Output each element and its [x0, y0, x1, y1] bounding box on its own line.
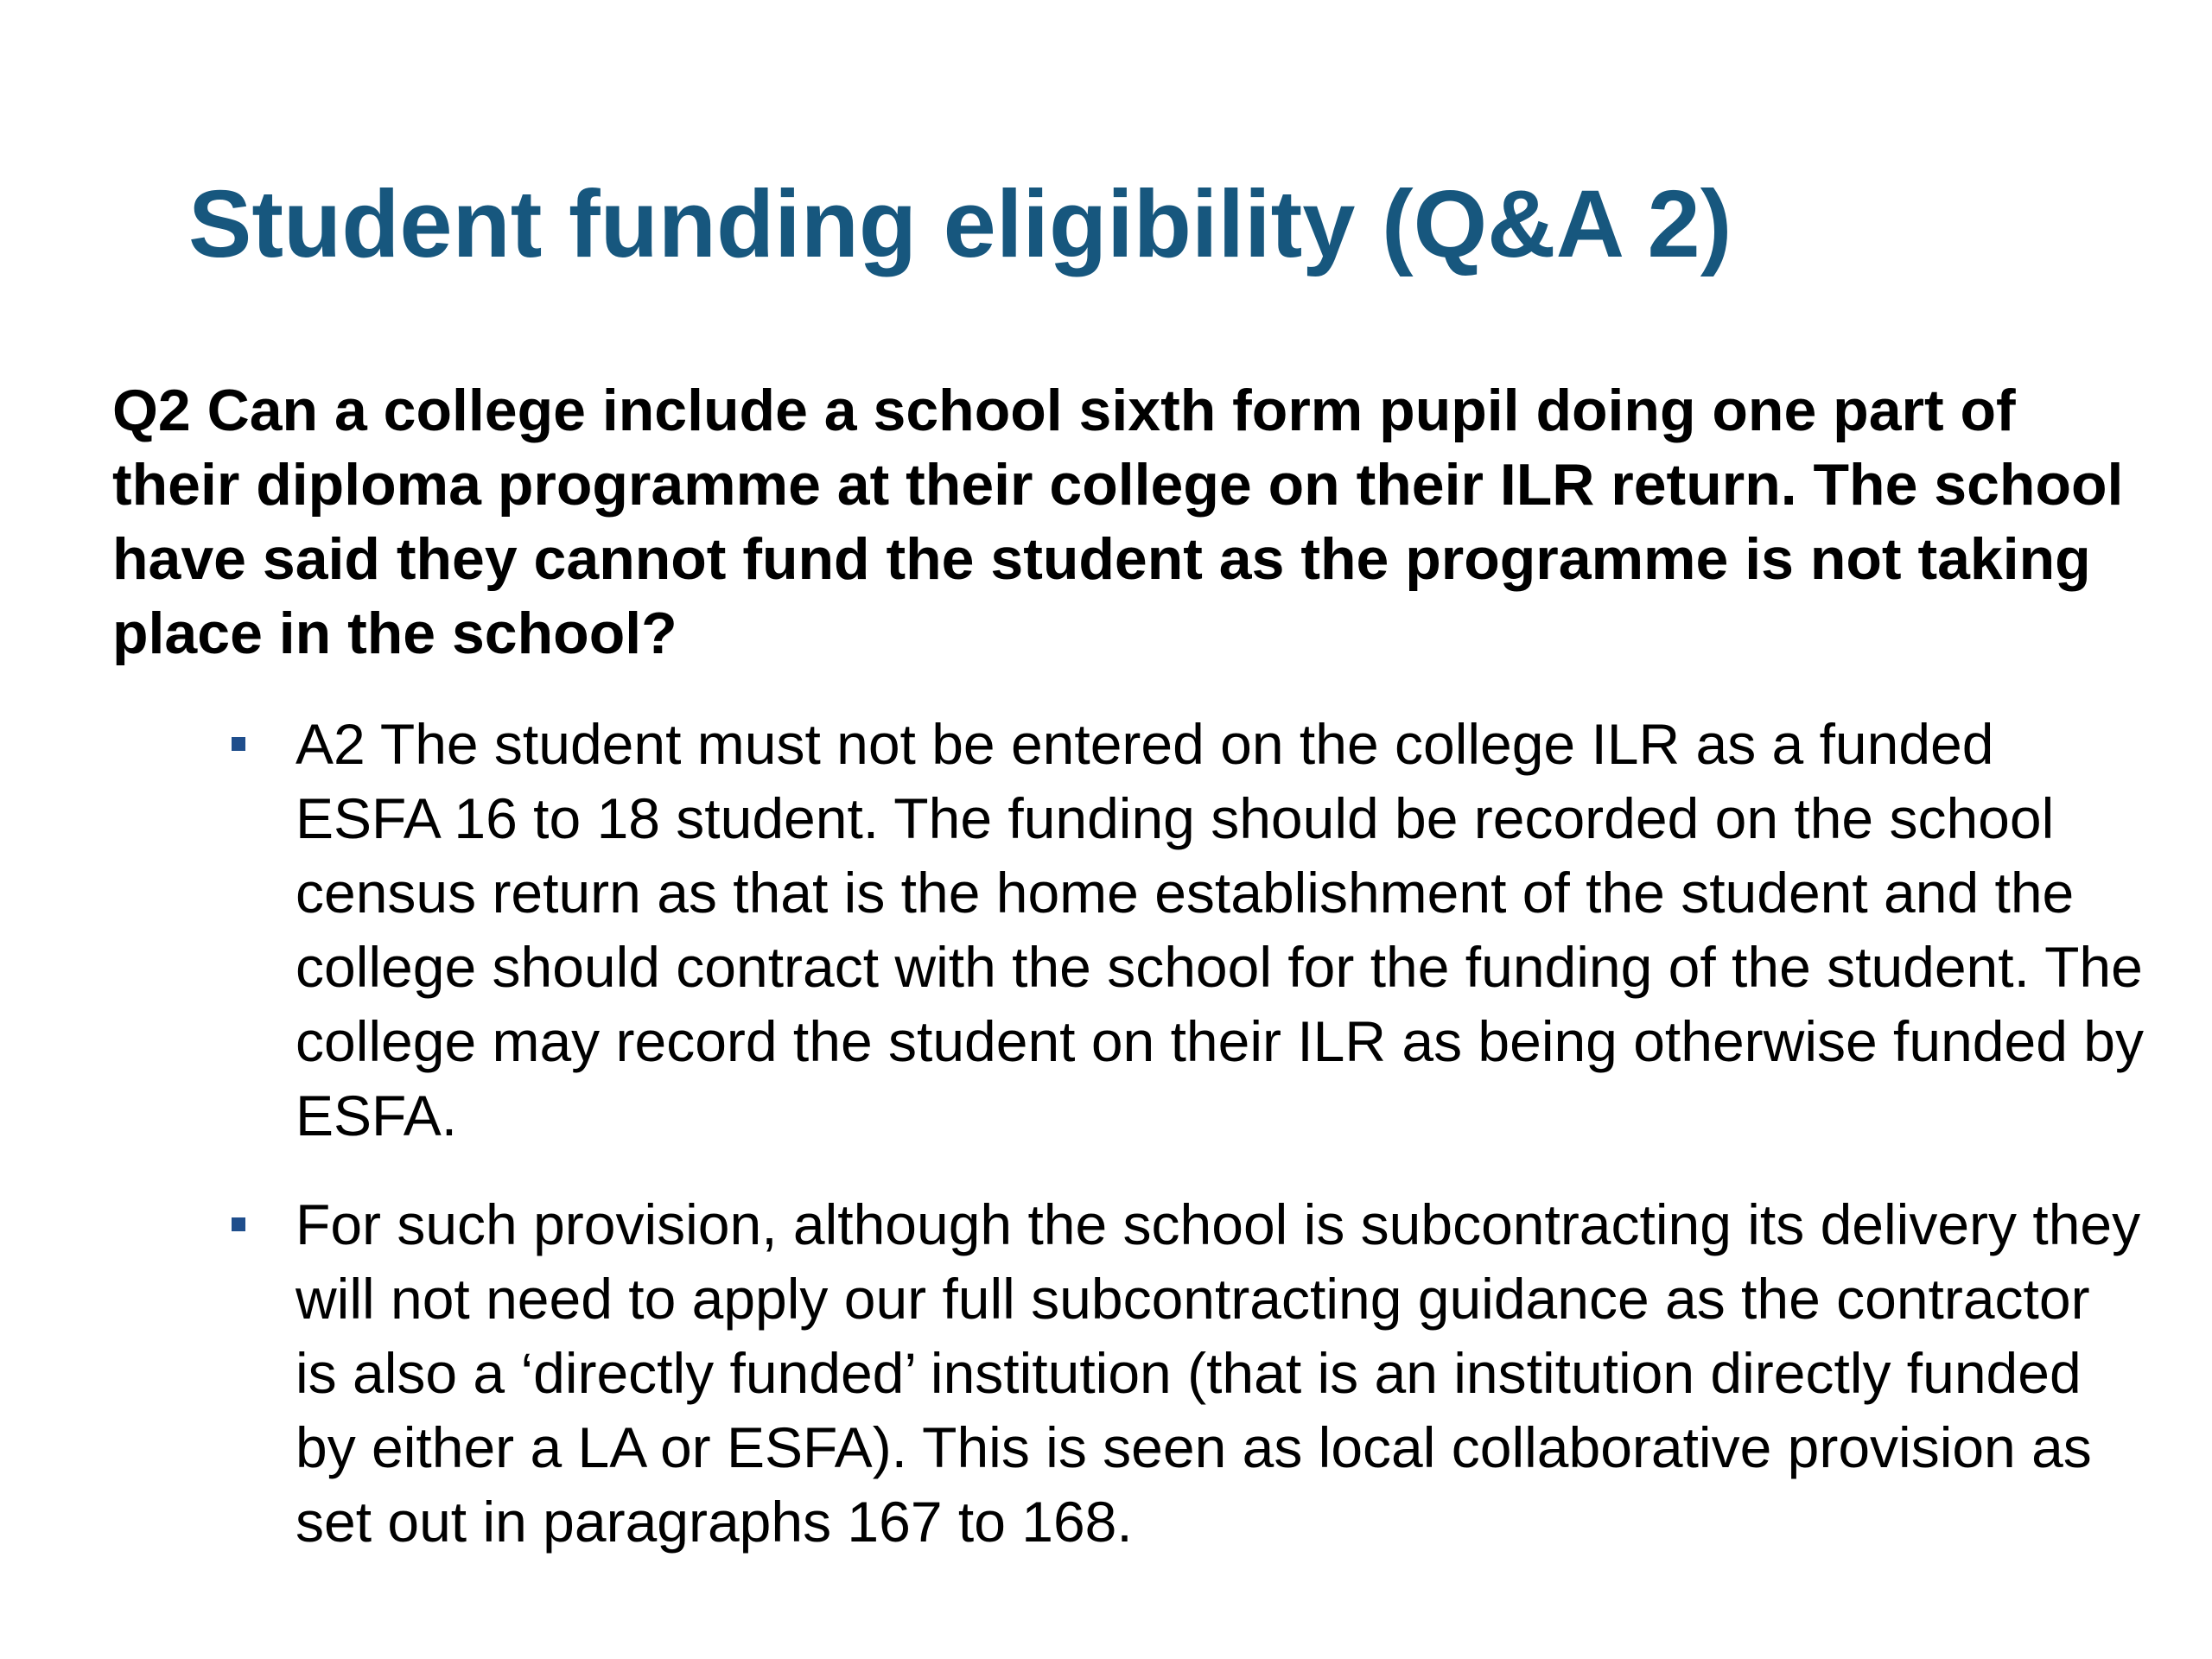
- answer-list: [296, 707, 2145, 1593]
- answer-item: [296, 1187, 2145, 1559]
- square-bullet-icon: [232, 1217, 245, 1231]
- answer-text: A2 The student must not be entered on the college ILR as a funded ESFA 16 to 18 student. The funding should be recorded on the school census return as that is the home establishment of the student and the college should contract with the school for the funding of the student. The college may record the student on their ILR as being otherwise funded by ESFA.: [296, 712, 2144, 1147]
- square-bullet-icon: [232, 737, 245, 751]
- question-text: Q2 Can a college include a school sixth form pupil doing one part of their diploma programme at their college on their ILR return. The school have said they cannot fund the student as the programme is not taking place in the school?: [112, 378, 2124, 666]
- answer-item: [296, 707, 2145, 1153]
- answer-text: For such provision, although the school is subcontracting its delivery they will not need to apply our full subcontracting guidance as the contractor is also a ‘directly funded’ institution (that is an institution directly funded by either a LA or ESFA). This is seen as local collaborative provision as set out in paragraphs 167 to 168.: [296, 1192, 2141, 1554]
- slide-title: Student funding eligibility (Q&A 2): [188, 171, 1732, 277]
